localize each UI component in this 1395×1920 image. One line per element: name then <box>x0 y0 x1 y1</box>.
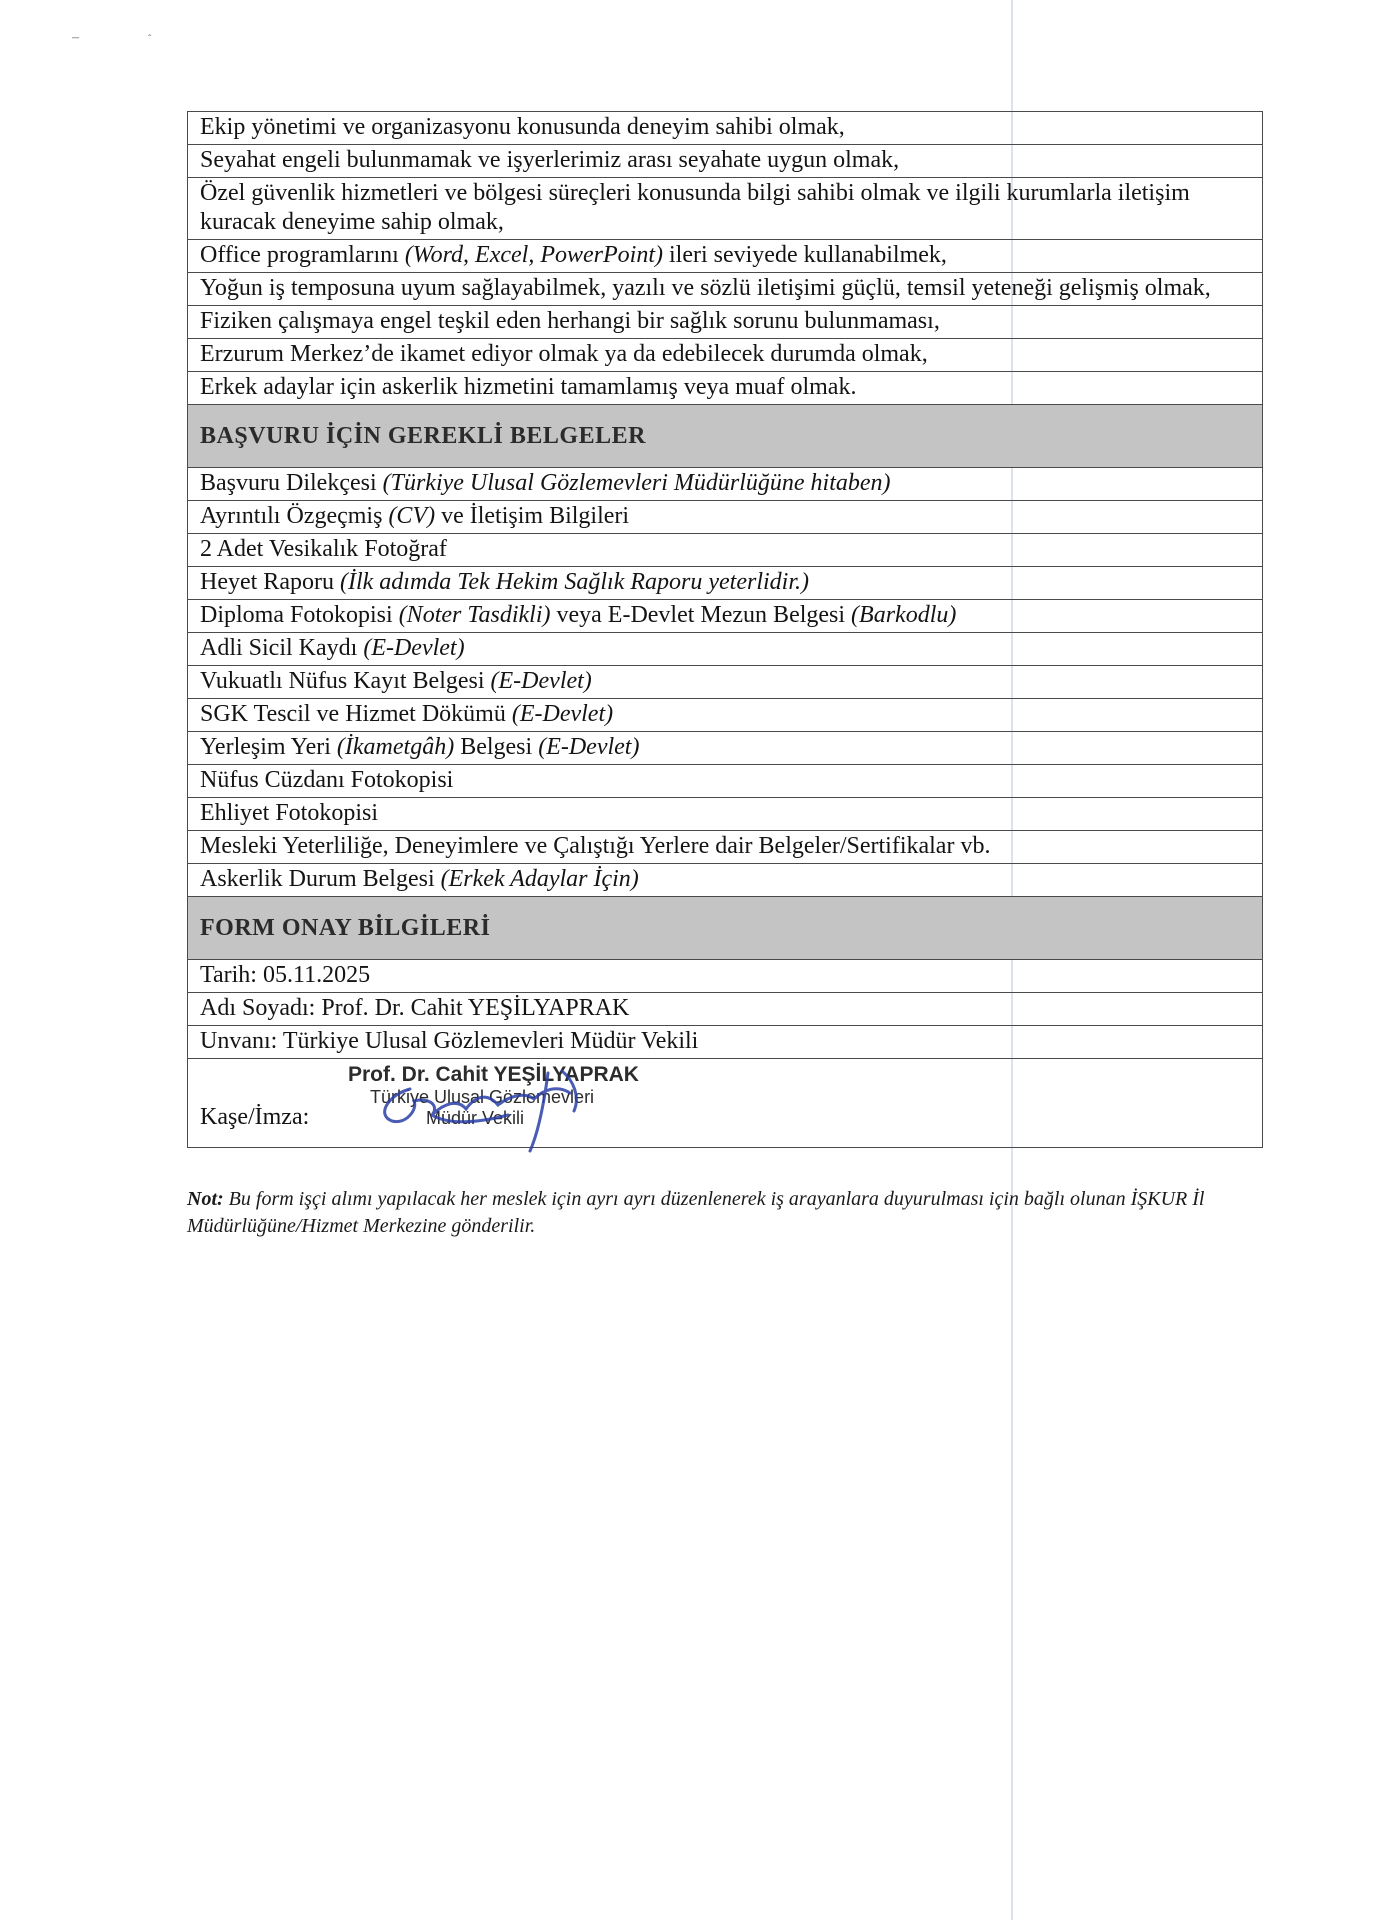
document-row <box>188 666 1263 699</box>
requirement-row: Seyahat engeli bulunmamak ve işyerlerimiz arası seyahate uygun olmak, <box>188 145 1263 178</box>
requirement-row-text: ileri seviyede kullanabilmek, <box>662 242 947 268</box>
stamp-line-2: Türkiye Ulusal Gözlemevleri <box>370 1087 595 1107</box>
document-row <box>188 864 1263 897</box>
document-row-italic-text: (E-Devlet) <box>511 701 614 727</box>
note-text: Bu form işçi alımı yapılacak her meslek için ayrı ayrı düzenlenerek iş arayanlara duyurulması için bağlı olunan İŞKUR İl Müdürlüğüne/Hizmet Merkezine gönderilir. <box>187 1188 1205 1237</box>
document-row-text: Belgesi <box>454 734 539 760</box>
requirements-section <box>188 112 1263 405</box>
document-row-text: Ayrıntılı Özgeçmiş <box>200 503 389 529</box>
document-row-italic-text: (Erkek Adaylar İçin) <box>440 866 639 892</box>
handwritten-signature <box>348 1053 648 1153</box>
requirement-row <box>188 240 1263 273</box>
document-row-italic-text: (Noter Tasdikli) <box>398 602 551 628</box>
document-row <box>188 534 1263 567</box>
document-row <box>188 831 1263 864</box>
documents-header: BAŞVURU İÇİN GEREKLİ BELGELER <box>188 405 1263 468</box>
approval-title: Unvanı: Türkiye Ulusal Gözlemevleri Müdür Vekili <box>188 1026 1263 1059</box>
document-row-italic-text: (İkametgâh) <box>336 734 455 760</box>
requirement-row: Erzurum Merkez’de ikamet ediyor olmak ya da edebilecek durumda olmak, <box>188 339 1263 372</box>
approval-section <box>188 897 1263 1148</box>
document-row-text: Nüfus Cüzdanı Fotokopisi <box>200 767 454 793</box>
document-row <box>188 468 1263 501</box>
form-table <box>187 111 1263 1148</box>
document-row-italic-text: (Barkodlu) <box>851 602 957 628</box>
document-row <box>188 567 1263 600</box>
document-row-text: Vukuatlı Nüfus Kayıt Belgesi <box>200 668 491 694</box>
document-row <box>188 633 1263 666</box>
documents-header-section <box>188 405 1263 468</box>
document-row-italic-text: (E-Devlet) <box>490 668 592 694</box>
document-row-text: SGK Tescil ve Hizmet Dökümü <box>200 701 512 727</box>
document-row-text: Yerleşim Yeri <box>200 734 337 760</box>
document-row-text: Diploma Fotokopisi <box>200 602 399 628</box>
document-row <box>188 765 1263 798</box>
documents-section <box>188 468 1263 897</box>
footer-note <box>187 1186 1267 1240</box>
document-row-italic-text: (İlk adımda Tek Hekim Sağlık Raporu yeterlidir.) <box>339 569 809 595</box>
document-row-italic-text: (Türkiye Ulusal Gözlemevleri Müdürlüğüne hitaben) <box>382 470 891 496</box>
document-row-text: 2 Adet Vesikalık Fotoğraf <box>200 536 447 562</box>
document-row-text: Adli Sicil Kaydı <box>200 635 364 661</box>
document-row-text: Askerlik Durum Belgesi <box>200 866 441 892</box>
document-row-text: Ehliyet Fotokopisi <box>200 800 379 826</box>
note-label: Not: <box>187 1188 224 1210</box>
document-row-italic-text: (E-Devlet) <box>363 635 465 661</box>
requirement-row-italic-text: (Word, Excel, PowerPoint) <box>404 242 663 268</box>
document-row-text: Mesleki Yeterliliğe, Deneyimlere ve Çalıştığı Yerlere dair Belgeler/Sertifikalar vb. <box>200 833 991 859</box>
requirement-row: Erkek adaylar için askerlik hizmetini tamamlamış veya muaf olmak. <box>188 372 1263 405</box>
requirement-row: Yoğun iş temposuna uyum sağlayabilmek, yazılı ve sözlü iletişimi güçlü, temsil yeteneği gelişmiş olmak, <box>188 273 1263 306</box>
approval-date: Tarih: 05.11.2025 <box>188 960 1263 993</box>
stamp-label: Kaşe/İmza: <box>200 1104 310 1130</box>
requirement-row: Ekip yönetimi ve organizasyonu konusunda deneyim sahibi olmak, <box>188 112 1263 145</box>
stamp-line-1: Prof. Dr. Cahit YEŞİLYAPRAK <box>348 1063 639 1086</box>
document-row <box>188 699 1263 732</box>
document-row-text: veya E-Devlet Mezun Belgesi <box>550 602 852 628</box>
document-row-italic-text: (CV) <box>388 503 436 529</box>
requirement-row-text: Office programlarını <box>200 242 405 268</box>
approval-header: FORM ONAY BİLGİLERİ <box>188 897 1263 960</box>
stamp-signature-cell <box>188 1059 1263 1148</box>
scan-mark: ‒ <box>72 30 79 45</box>
document-row <box>188 501 1263 534</box>
document-row-text: ve İletişim Bilgileri <box>435 503 630 529</box>
document-row-text: Heyet Raporu <box>200 569 340 595</box>
document-row <box>188 732 1263 765</box>
scan-mark: ˆ <box>148 34 152 45</box>
requirement-row: Fiziken çalışmaya engel teşkil eden herhangi bir sağlık sorunu bulunmaması, <box>188 306 1263 339</box>
stamp-line-3: Müdür Vekili <box>426 1108 525 1128</box>
requirement-row: Özel güvenlik hizmetleri ve bölgesi süreçleri konusunda bilgi sahibi olmak ve ilgili kurumlarla iletişim kuracak deneyime sahip olmak, <box>188 178 1263 240</box>
document-row <box>188 798 1263 831</box>
document-row <box>188 600 1263 633</box>
approval-name: Adı Soyadı: Prof. Dr. Cahit YEŞİLYAPRAK <box>188 993 1263 1026</box>
document-row-italic-text: (E-Devlet) <box>538 734 640 760</box>
document-row-text: Başvuru Dilekçesi <box>200 470 383 496</box>
